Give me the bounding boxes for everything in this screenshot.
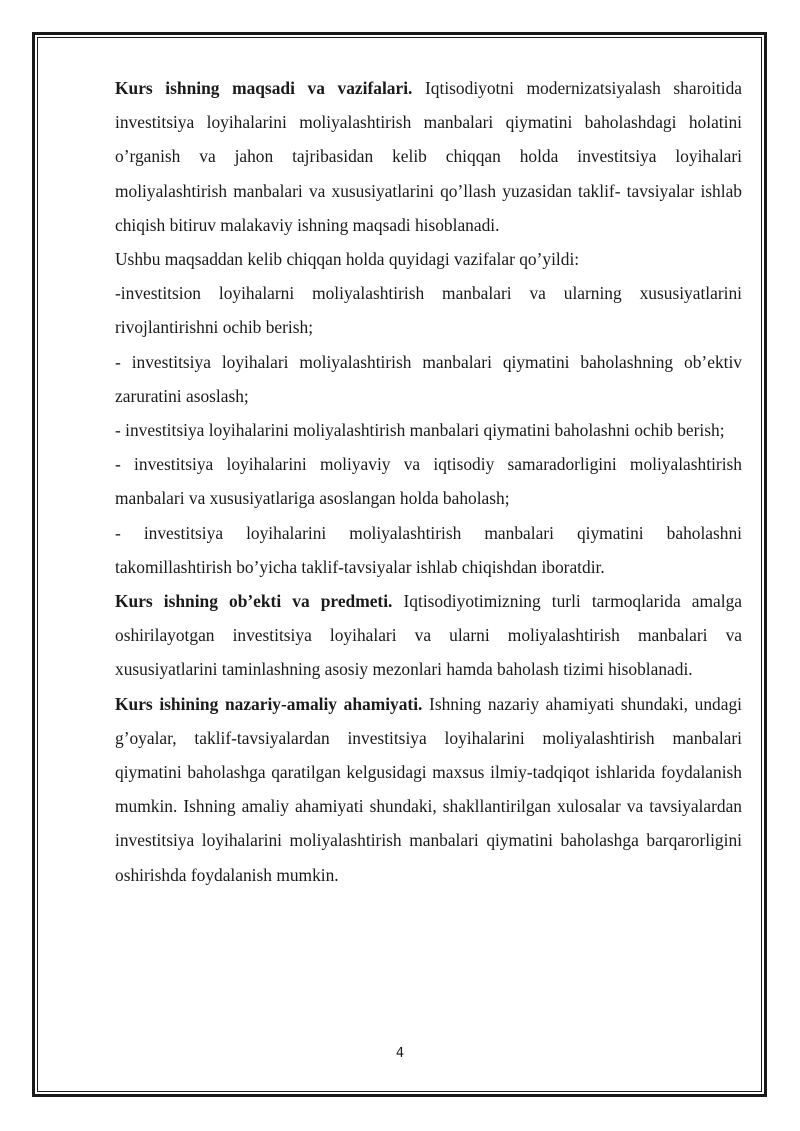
paragraph-heading: Kurs ishning ob’ekti va predmeti. [115,591,393,612]
paragraph-text: -investitsion loyihalarni moliyalashtirish manbalari va ularning xususiyatlarini rivojlantirishni ochib berish; [115,283,742,338]
paragraph-text: - investitsiya loyihalarini moliyalashtirish manbalari qiymatini baholashni takomillashtirish bo’yicha taklif-tavsiyalar ishlab chiqishdan iboratdir. [115,522,742,577]
paragraph-text: Iqtisodiyotni modernizatsiyalash sharoitida investitsiya loyihalarini moliyalashtirish manbalari qiymatini baholashdagi holatini o’rganish va jahon tajribasidan kelib chiqqan holda investitsiya loyihalari moliyalashtirish manbalari va xususiyatlarini qo’llash yuzasidan taklif- tavsiyalar ishlab chiqish bitiruv malakaviy ishning maqsadi hisoblanadi. [115,78,742,235]
paragraph-text: Ishning nazariy ahamiyati shundaki, undagi g’oyalar, taklif-tavsiyalardan investitsiya loyihalarini moliyalashtirish manbalari qiymatini baholashga qaratilgan kelgusidagi maxsus ilmiy-tadqiqot ishlarida foydalanish mumkin. Ishning amaliy ahamiyati shundaki, shakllantirilgan xulosalar va tavsiyalardan investitsiya loyihalarini moliyalashtirish manbalari qiymatini baholashga barqarorligini oshirishda foydalanish mumkin. [115,693,742,885]
list-item [115,276,742,344]
paragraph-text: - investitsiya loyihalarini moliyalashtirish manbalari qiymatini baholashni ochib berish; [115,420,725,441]
list-item [115,516,742,584]
paragraph-tasks-intro [115,242,742,276]
paragraph-aims [115,71,742,242]
paragraph-significance [115,687,742,892]
list-item [115,413,742,447]
document-body [115,71,742,892]
paragraph-object-subject [115,584,742,687]
page-number: 4 [395,1046,405,1061]
paragraph-heading: Kurs ishining nazariy-amaliy ahamiyati. [115,693,423,714]
paragraph-heading: Kurs ishning maqsadi va vazifalari. [115,78,413,98]
paragraph-text: - investitsiya loyihalari moliyalashtirish manbalari qiymatini baholashning ob’ektiv zaruratini asoslash; [115,351,742,406]
paragraph-text: Ushbu maqsaddan kelib chiqqan holda quyidagi vazifalar qo’yildi: [115,249,580,270]
paragraph-text: Iqtisodiyotimizning turli tarmoqlarida amalga oshirilayotgan investitsiya loyihalari va ularni moliyalashtirish manbalari va xususiyatlarini taminlashning asosiy mezonlari hamda baholash tizimi hisoblanadi. [115,591,742,680]
list-item [115,447,742,515]
paragraph-text: - investitsiya loyihalarini moliyaviy va iqtisodiy samaradorligini moliyalashtirish manbalari va xususiyatlariga asoslangan holda baholash; [115,454,742,509]
list-item [115,345,742,413]
